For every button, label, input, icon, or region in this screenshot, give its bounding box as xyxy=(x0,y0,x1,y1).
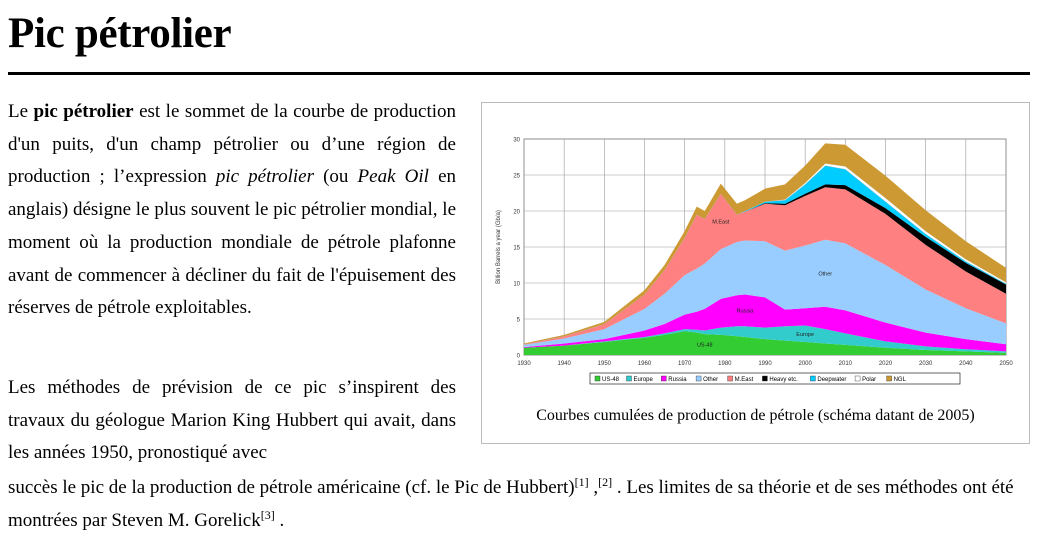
page-title: Pic pétrolier xyxy=(8,10,232,57)
legend-swatch xyxy=(661,376,666,381)
second-paragraph-start xyxy=(8,372,456,470)
intro-term-italic: pic pétrolier xyxy=(215,166,314,188)
legend-entry: Russia xyxy=(668,377,687,383)
legend-entry: M.East xyxy=(734,377,754,383)
legend-swatch xyxy=(627,376,632,381)
legend-swatch xyxy=(887,376,892,381)
y-tick-label: 30 xyxy=(513,137,520,144)
para2-text-4: . xyxy=(274,509,285,531)
legend-entry: NGL xyxy=(893,377,906,383)
series-region-label: Europe xyxy=(796,331,815,338)
x-tick-label: 2010 xyxy=(838,361,853,367)
y-tick-label: 0 xyxy=(516,353,520,360)
x-tick-label: 2030 xyxy=(918,361,933,367)
y-axis-label: Billion Barrels a year (Gb/a) xyxy=(496,210,502,284)
x-tick-label: 1990 xyxy=(758,361,772,367)
series-region-label: US-48 xyxy=(696,342,713,349)
y-tick-label: 10 xyxy=(513,281,520,288)
intro-text-1: Le xyxy=(8,101,34,122)
series-region-label: Russia xyxy=(736,308,754,315)
intro-paragraph xyxy=(8,96,456,325)
x-tick-label: 2050 xyxy=(999,361,1013,367)
x-tick-label: 2000 xyxy=(798,361,812,367)
figure-box xyxy=(481,102,1030,444)
legend-swatch xyxy=(855,376,860,381)
reference-link-1[interactable]: [1] xyxy=(574,475,589,489)
figure-caption: Courbes cumulées de production de pétrole (schéma datant de 2005) xyxy=(536,407,975,424)
reference-link-3[interactable]: [3] xyxy=(260,507,275,522)
y-tick-label: 5 xyxy=(516,317,520,324)
legend-entry: Deepwater xyxy=(817,377,847,383)
x-tick-label: 2040 xyxy=(959,361,973,367)
legend-swatch xyxy=(810,376,815,381)
intro-peak-oil: Peak Oil xyxy=(357,166,429,188)
legend-swatch xyxy=(762,376,767,381)
legend-entry: Other xyxy=(703,377,719,383)
para2-text-2: succès le pic de la production de pétrole américaine (cf. le Pic de Hubbert) xyxy=(8,477,575,498)
series-region-label: Other xyxy=(818,271,833,278)
legend-entry: Europe xyxy=(633,377,653,383)
para2-text-3: . Les limites de sa théorie et de ses méthodes ont été montrées par Steven M. Gorelick xyxy=(8,477,1014,531)
intro-text-2: est le sommet de la courbe de production d'un puits, d'un champ pétrolier ou d’une région de production ; l’expression xyxy=(8,101,456,188)
second-paragraph-end xyxy=(8,472,1038,537)
intro-term-bold: pic pétrolier xyxy=(33,101,134,122)
x-tick-label: 1950 xyxy=(597,361,612,367)
series-region-label: M.East xyxy=(712,219,730,226)
y-tick-label: 15 xyxy=(513,245,520,252)
title-underline xyxy=(8,72,1030,75)
reference-separator: , xyxy=(588,477,599,498)
y-tick-label: 20 xyxy=(513,209,520,216)
para2-text-1: Les méthodes de prévision de ce pic s’inspirent des travaux du géologue Marion King Hubbert qui avait, dans les années 1950, pronostiqué avec xyxy=(8,377,456,464)
x-tick-label: 1940 xyxy=(557,361,571,367)
legend-entry: Polar xyxy=(862,377,877,383)
oil-production-chart[interactable] xyxy=(486,129,1022,395)
reference-link-2[interactable]: [2] xyxy=(598,475,613,489)
intro-text-3: (ou xyxy=(313,166,358,188)
legend-swatch xyxy=(728,376,733,381)
x-tick-label: 1970 xyxy=(677,361,692,367)
legend-swatch xyxy=(595,376,600,381)
x-tick-label: 1930 xyxy=(517,361,531,367)
x-tick-label: 1960 xyxy=(637,361,652,367)
x-tick-label: 1980 xyxy=(718,361,732,367)
legend-swatch xyxy=(696,376,701,381)
x-tick-label: 2020 xyxy=(878,361,893,367)
legend-entry: US-48 xyxy=(602,377,620,383)
legend-entry: Heavy etc. xyxy=(769,377,798,383)
intro-text-4: en anglais) désigne le plus souvent le pic pétrolier mondial, le moment où la production mondiale de pétrole plafonne avant de commencer à décliner du fait de l'épuisement des réserves de pétrole exploitables. xyxy=(8,166,456,319)
y-tick-label: 25 xyxy=(513,173,520,180)
